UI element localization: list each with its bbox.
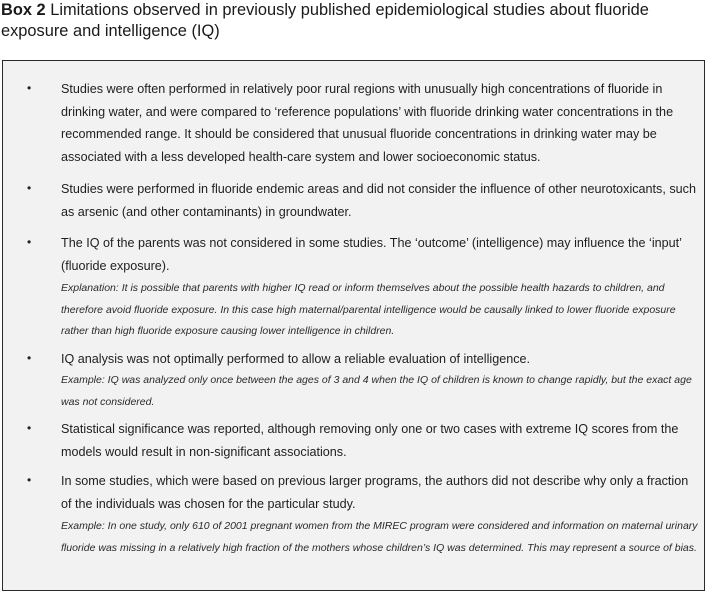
item-text: Studies were often performed in relatively poor rural regions with unusually high concentrations of fluoride in drinking water, and were compared to ‘reference populations’ with fluoride drinking water concentrations in the recommended range. It should be considered that unusual fluoride concentrations in drinking water may be associated with a less developed health-care system and lower socioeconomic status. <box>61 82 674 164</box>
bullet-icon: • <box>27 473 32 487</box>
box-title-text: Limitations observed in previously published epidemiological studies about fluoride exposure and intelligence (IQ) <box>1 1 649 40</box>
bullet-icon: • <box>27 81 32 95</box>
box-content-frame <box>2 60 705 591</box>
item-note: Example: In one study, only 610 of 2001 pregnant women from the MIREC program were considered and information on maternal urinary fluoride was missing in a relatively high fraction of the mothers whose children’s IQ was determined. This may represent a source of bias. <box>61 520 698 554</box>
item-text: Statistical significance was reported, although removing only one or two cases with extreme IQ scores from the models would result in non-significant associations. <box>61 422 679 459</box>
bullet-icon: • <box>27 421 32 435</box>
item-text: The IQ of the parents was not considered in some studies. The ‘outcome’ (intelligence) may influence the ‘input’ (fluoride exposure). <box>61 236 682 273</box>
item-note: Explanation: It is possible that parents with higher IQ read or inform themselves about the possible health hazards to children, and therefore avoid fluoride exposure. In this case high maternal/parental intelligence would be causally linked to lower fluoride exposure rather than high fluoride exposure causing lower intelligence in children. <box>61 282 676 337</box>
box-title <box>1 0 701 42</box>
item-note: Example: IQ was analyzed only once between the ages of 3 and 4 when the IQ of children is known to change rapidly, but the exact age was not considered. <box>61 374 692 408</box>
item-text: In some studies, which were based on previous larger programs, the authors did not describe why only a fraction of the individuals was chosen for the particular study. <box>61 474 689 511</box>
bullet-icon: • <box>27 235 32 249</box>
item-text: IQ analysis was not optimally performed to allow a reliable evaluation of intelligence. <box>61 352 531 366</box>
bullet-icon: • <box>27 181 32 195</box>
item-text: Studies were performed in fluoride endemic areas and did not consider the influence of other neurotoxicants, such as arsenic (and other contaminants) in groundwater. <box>61 182 696 219</box>
box-label: Box 2 <box>1 1 46 19</box>
bullet-icon: • <box>27 351 32 365</box>
